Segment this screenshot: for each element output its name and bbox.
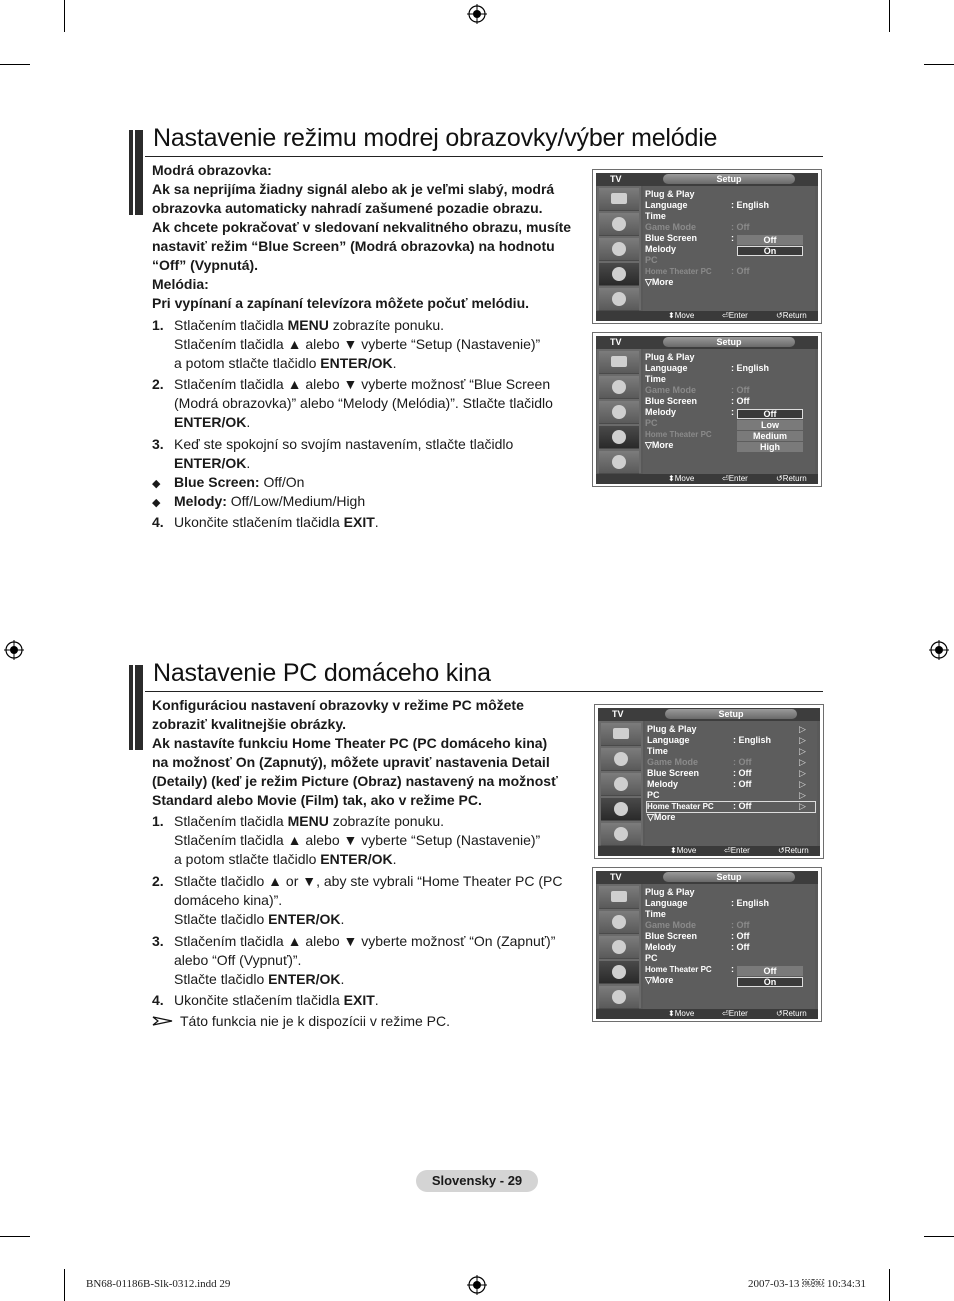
menu-footer [596,474,818,484]
setup-menu-screenshot [592,332,822,487]
input-icon [599,986,639,1009]
input-icon [599,451,639,474]
section-intro [152,696,558,810]
menu-row: Blue Screen : Off [645,396,750,406]
crop-mark [924,64,954,65]
crop-mark [0,64,30,65]
step-line: Stlačte tlačidlo ENTER/OK. [174,911,345,927]
picture-icon [599,188,639,211]
step-line: alebo “Off (Vypnuť)”. [174,952,302,968]
note-arrow-icon [152,1015,174,1027]
crop-mark [0,1236,30,1237]
move-hint: ⬍ Move [668,1009,695,1018]
intro-line: Standard alebo Movie (Film) tak, ako v režime PC. [152,792,482,808]
menu-icon-column [597,186,641,310]
intro-line: nastaviť režim “Blue Screen” (Modrá obrazovka) na hodnotu [152,238,555,254]
step-number: 2. [152,873,164,889]
menu-row: Plug & Play [645,887,695,897]
menu-row: Blue Screen : Off [645,931,750,941]
submenu-arrow-icon: ▷ [799,746,806,756]
sound-icon [599,376,639,399]
menu-title: Setup [665,709,797,719]
page-number-badge: Slovensky - 29 [416,1170,538,1192]
step-line: Ukončite stlačením tlačidla EXIT. [174,514,379,530]
option-high: High [737,442,803,452]
step-number: 4. [152,514,164,530]
menu-row: Time [645,374,666,384]
intro-line: Ak chcete pokračovať v sledovaní nekvalitného obrazu, musíte [152,219,572,235]
move-hint: ⬍ Move [668,311,695,320]
intro-line: Ak sa neprijíma žiadny signál alebo ak je veľmi slabý, modrá [152,181,555,197]
option-medium: Medium [737,431,803,441]
menu-row: Language : English [645,898,769,908]
menu-title: Setup [663,174,795,184]
picture-icon [599,351,639,374]
channel-icon [599,238,639,261]
enter-hint: ⏎ Enter [724,846,750,855]
return-hint: ↺ Return [776,474,807,483]
menu-row: Home Theater PC : Off [647,801,752,811]
step-line: Stlačením tlačidla ▲ alebo ▼ vyberte možnosť “Blue Screen [174,376,551,392]
menu-row: Plug & Play [645,189,695,199]
return-hint: ↺ Return [776,1009,807,1018]
tv-label: TV [610,337,622,347]
section-marker [129,665,143,750]
crop-mark [64,1269,65,1301]
option-on: On [737,246,803,256]
menu-row: Language : English [645,363,769,373]
setup-gear-icon [599,426,639,449]
menu-icon-column [599,721,643,845]
step-line: Ukončite stlačením tlačidla EXIT. [174,992,379,1008]
submenu-arrow-icon: ▷ [799,779,806,789]
menu-row: Language : English [645,200,769,210]
step-line: a potom stlačte tlačidlo ENTER/OK. [174,355,397,371]
menu-footer [596,1009,818,1019]
step-line: Stlačte tlačidlo ▲ or ▼, aby ste vybrali “Home Theater PC (PC [174,873,563,889]
picture-icon [601,723,641,746]
intro-line: Ak nastavíte funkciu Home Theater PC (PC domáceho kina) [152,735,548,751]
registration-mark-icon [4,640,24,660]
step-line: a potom stlačte tlačidlo ENTER/OK. [174,851,397,867]
title-rule [145,691,823,692]
step-line: Stlačením tlačidla MENU zobrazíte ponuku. [174,317,445,333]
menu-icon-column [597,884,641,1008]
setup-menu-screenshot [592,867,822,1022]
menu-row: Melody [645,244,677,254]
step-number: 3. [152,436,164,452]
submenu-arrow-icon: ▷ [799,757,806,767]
intro-line: Konfiguráciou nastavení obrazovky v režime PC môžete [152,697,524,713]
step-line: (Modrá obrazovka)” alebo “Melody (Melódia)”. Stlačte tlačidlo [174,395,553,411]
tv-label: TV [610,872,622,882]
intro-line: obrazovka automaticky nahradí zašumené pozadie obrazu. [152,200,543,216]
crop-mark [889,1269,890,1301]
section-title: Nastavenie PC domáceho kina [153,659,491,687]
step-line: Stlačením tlačidla ▲ alebo ▼ vyberte možnosť “On (Zapnuť)” [174,933,556,949]
menu-row: PC [645,255,658,265]
option-low: Low [737,420,803,430]
sound-icon [599,911,639,934]
intro-line: Modrá obrazovka: [152,162,272,178]
submenu-arrow-icon: ▷ [799,735,806,745]
step-line: Stlačte tlačidlo ENTER/OK. [174,971,345,987]
section-intro [152,161,571,313]
menu-icon-column [597,349,641,473]
setup-gear-icon [599,961,639,984]
tv-label: TV [610,174,622,184]
menu-row: Melody : Off [647,779,752,789]
menu-row: PC [647,790,660,800]
channel-icon [599,401,639,424]
registration-mark-icon [467,1275,487,1295]
menu-row: Time [645,909,666,919]
title-rule [145,156,823,157]
move-hint: ⬍ Move [668,474,695,483]
registration-mark-icon [467,4,487,24]
menu-title: Setup [663,872,795,882]
step-number: 1. [152,317,164,333]
option-off: Off [737,966,803,976]
menu-row: Melody : [645,407,734,417]
return-hint: ↺ Return [778,846,809,855]
menu-row: PC [645,953,658,963]
registration-mark-icon [929,640,949,660]
channel-icon [601,773,641,796]
menu-row: ▽More [645,975,674,985]
step-number: 3. [152,933,164,949]
section-title: Nastavenie režimu modrej obrazovky/výber melódie [153,124,718,152]
crop-mark [64,0,65,32]
option-off: Off [737,409,803,419]
menu-row: Plug & Play [647,724,697,734]
intro-line: Melódia: [152,276,209,292]
setup-menu-screenshot [592,169,822,324]
menu-row: ▽More [645,440,674,450]
menu-title: Setup [663,337,795,347]
option-off: Off [737,235,803,245]
enter-hint: ⏎ Enter [722,1009,748,1018]
menu-row: Language : English [647,735,771,745]
menu-row: Time [645,211,666,221]
option-on: On [737,977,803,987]
menu-row: Home Theater PC : [645,964,734,974]
bullet-item: ◆ Blue Screen: Off/On [152,473,304,494]
return-hint: ↺ Return [776,311,807,320]
menu-row: PC [645,418,658,428]
sound-icon [601,748,641,771]
menu-row: Home Theater PC [645,430,712,439]
menu-row: Game Mode : Off [647,757,752,767]
enter-hint: ⏎ Enter [722,311,748,320]
menu-row: ▽More [645,277,674,287]
intro-line: Pri vypínaní a zapínaní televízora môžete počuť melódiu. [152,295,530,311]
setup-menu-screenshot [594,704,824,859]
setup-gear-icon [601,798,641,821]
menu-row: Game Mode : Off [645,920,750,930]
intro-line: na možnosť On (Zapnutý), môžete upraviť nastavenia Detail [152,754,550,770]
intro-line: (Detaily) (keď je režim Picture (Obraz) nastavený na možnosť [152,773,558,789]
intro-line: “Off” (Vypnutá). [152,257,259,273]
menu-row: Plug & Play [645,352,695,362]
diamond-bullet-icon: ◆ [152,497,161,509]
step-line: Stlačením tlačidla MENU zobrazíte ponuku. [174,813,445,829]
menu-row: Blue Screen : Off [647,768,752,778]
note: Táto funkcia nie je k dispozícii v režime PC. [152,1012,450,1031]
crop-mark [889,0,890,32]
submenu-arrow-icon: ▷ [799,768,806,778]
move-hint: ⬍ Move [670,846,697,855]
tv-label: TV [612,709,624,719]
menu-footer [596,311,818,321]
print-slug-left: BN68-01186B-Slk-0312.indd 29 [86,1278,231,1290]
intro-line: zobraziť kvalitnejšie obrázky. [152,716,346,732]
step-line: domáceho kina)”. [174,892,283,908]
menu-row: Game Mode : Off [645,385,750,395]
diamond-bullet-icon: ◆ [152,478,161,490]
submenu-arrow-icon: ▷ [799,801,806,811]
menu-row: Blue Screen : [645,233,734,243]
enter-hint: ⏎ Enter [722,474,748,483]
crop-mark [924,1236,954,1237]
sound-icon [599,213,639,236]
menu-row: Time [647,746,668,756]
menu-row: Melody : Off [645,942,750,952]
step-number: 2. [152,376,164,392]
menu-row: Home Theater PC : Off [645,266,750,276]
step-line: Keď ste spokojní so svojím nastavením, stlačte tlačidlo [174,436,514,452]
input-icon [599,288,639,311]
step-number: 1. [152,813,164,829]
menu-row: Game Mode : Off [645,222,750,232]
bullet-item: ◆ Melody: Off/Low/Medium/High [152,492,365,513]
step-line: ENTER/OK. [174,455,251,471]
step-line: ENTER/OK. [174,414,251,430]
menu-row: ▽More [647,812,676,822]
print-slug-right: 2007-03-13 ￼￼ 10:34:31 [748,1278,866,1290]
step-number: 4. [152,992,164,1008]
menu-footer [598,846,820,856]
section-marker [129,130,143,215]
submenu-arrow-icon: ▷ [799,724,806,734]
submenu-arrow-icon: ▷ [799,790,806,800]
picture-icon [599,886,639,909]
setup-gear-icon [599,263,639,286]
channel-icon [599,936,639,959]
step-line: Stlačením tlačidla ▲ alebo ▼ vyberte “Setup (Nastavenie)” [174,832,541,848]
input-icon [601,823,641,846]
step-line: Stlačením tlačidla ▲ alebo ▼ vyberte “Setup (Nastavenie)” [174,336,541,352]
